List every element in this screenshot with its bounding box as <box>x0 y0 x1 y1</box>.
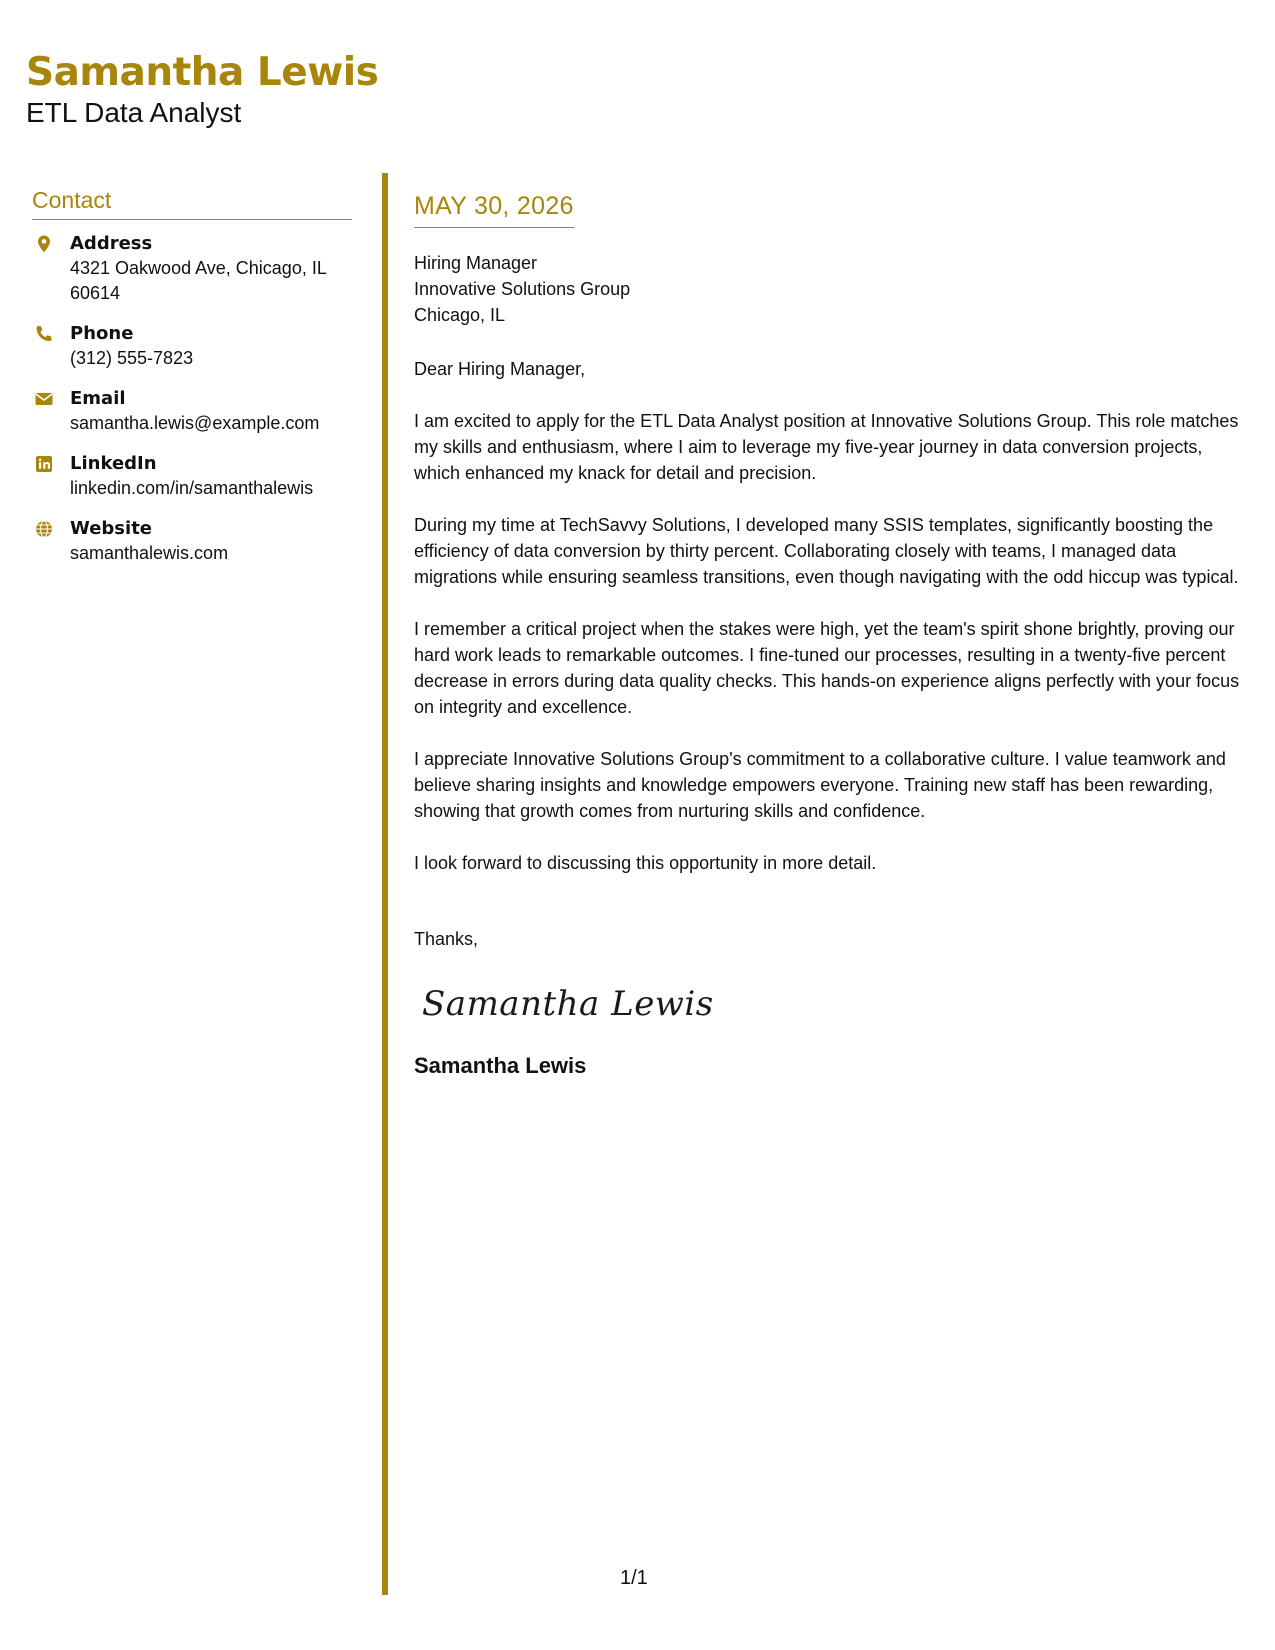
contact-list <box>32 232 352 566</box>
letter-paragraph: I am excited to apply for the ETL Data Analyst position at Innovative Solutions Group. This role matches my skills and enthusiasm, where I aim to leverage my five-year journey in data conversion projects, which enhanced my knack for detail and precision. <box>414 411 1239 483</box>
contact-value: (312) 555-7823 <box>70 348 194 368</box>
contact-phone <box>32 322 352 371</box>
resume-header <box>26 48 378 130</box>
phone-icon <box>34 324 54 344</box>
letter-paragraph: During my time at TechSavvy Solutions, I developed many SSIS templates, significantly boosting the efficiency of data conversion by thirty percent. Collaborating closely with teams, I managed data migrations while ensuring seamless transitions, even though navigating with the odd hiccup was typical. <box>414 515 1239 587</box>
recipient-line: Innovative Solutions Group <box>414 279 631 299</box>
page-number: 1/1 <box>620 1567 648 1589</box>
contact-website <box>32 517 352 566</box>
linkedin-icon <box>34 454 54 474</box>
letter-paragraph: I remember a critical project when the stakes were high, yet the team's spirit shone brightly, proving our hard work leads to remarkable outcomes. I fine-tuned our processes, resulting in a twenty-five percent decrease in errors during data quality checks. This hands-on experience aligns perfectly with your focus on integrity and excellence. <box>414 619 1240 717</box>
recipient-line: Hiring Manager <box>414 253 538 273</box>
contact-linkedin <box>32 452 352 501</box>
contact-sidebar <box>32 186 352 582</box>
contact-section-title: Contact <box>32 186 352 220</box>
contact-value: samanthalewis.com <box>70 543 229 563</box>
contact-value: linkedin.com/in/samanthalewis <box>70 478 314 498</box>
envelope-icon <box>34 389 54 409</box>
contact-label: Email <box>70 388 126 409</box>
handwritten-signature: Samantha Lewis <box>422 984 714 1024</box>
closing: Thanks, <box>414 929 479 949</box>
signer-name: Samantha Lewis <box>414 1053 587 1078</box>
globe-icon <box>34 519 54 539</box>
contact-label: LinkedIn <box>70 453 157 474</box>
contact-value: 4321 Oakwood Ave, Chicago, IL 60614 <box>70 258 327 303</box>
contact-label: Address <box>70 233 153 254</box>
letter-paragraph: I look forward to discussing this opportunity in more detail. <box>414 853 877 873</box>
contact-email <box>32 387 352 436</box>
vertical-divider <box>382 173 388 1595</box>
contact-value: samantha.lewis@example.com <box>70 413 320 433</box>
letter-body <box>414 190 1244 1080</box>
job-title: ETL Data Analyst <box>26 97 242 128</box>
recipient-block <box>414 250 1244 328</box>
contact-label: Phone <box>70 323 134 344</box>
letter-date: MAY 30, 2026 <box>414 190 574 228</box>
contact-label: Website <box>70 518 153 539</box>
map-pin-icon <box>34 234 54 254</box>
salutation: Dear Hiring Manager, <box>414 359 586 379</box>
recipient-line: Chicago, IL <box>414 305 506 325</box>
applicant-name: Samantha Lewis <box>26 50 379 95</box>
letter-paragraph: I appreciate Innovative Solutions Group's commitment to a collaborative culture. I value teamwork and believe sharing insights and knowledge empowers everyone. Training new staff has been rewarding, showing that growth comes from nurturing skills and confidence. <box>414 749 1226 821</box>
contact-address <box>32 232 352 306</box>
